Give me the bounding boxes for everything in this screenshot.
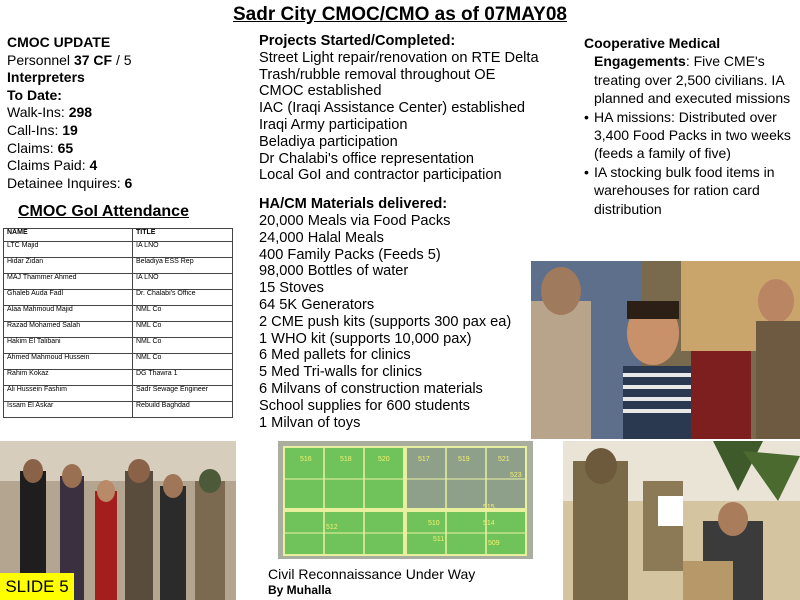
table-header-row [4, 229, 233, 242]
stat-label: Claims: [7, 139, 54, 156]
cell-title: IA LNO [133, 242, 233, 258]
stat-row [7, 175, 247, 193]
material-item: 400 Family Packs (Feeds 5) [259, 246, 441, 263]
map-sector-label: 511 [433, 536, 445, 543]
cell-title: NML Co [133, 322, 233, 338]
cell-name: Ali Hussein Fashim [4, 386, 133, 402]
stat-value: 6 [124, 174, 133, 191]
cooperative-bullets [584, 108, 794, 218]
material-item: 1 WHO kit (supports 10,000 pax) [259, 330, 472, 347]
map-sector-label: 509 [488, 540, 500, 547]
cooperative-panel [584, 34, 794, 218]
map-sector-label: 521 [498, 456, 510, 463]
material-item: 1 Milvan of toys [259, 414, 361, 431]
project-item: Trash/rubble removal throughout OE [259, 66, 496, 83]
stat-label: Walk-Ins: [7, 104, 65, 121]
cell-name: LTC Majid [4, 242, 133, 258]
cell-name: Ghaleb Auda Fadl [4, 290, 133, 306]
cell-title: DG Thawra 1 [133, 370, 233, 386]
project-item: CMOC established [259, 83, 382, 100]
projects-panel [259, 33, 549, 431]
map-caption-by: By Muhalla [268, 583, 332, 597]
table-row [4, 290, 233, 306]
project-item: Street Light repair/renovation on RTE Delta [259, 49, 539, 66]
map-caption: Civil Reconnaissance Under Way [268, 566, 476, 582]
stat-value: 298 [68, 104, 93, 121]
map-muhalla-grid [278, 441, 533, 559]
slide-number-badge: SLIDE 5 [0, 573, 74, 600]
project-item: Dr Chalabi's office representation [259, 150, 475, 167]
material-item: School supplies for 600 students [259, 397, 470, 414]
materials-heading: HA/CM Materials delivered: [259, 196, 448, 213]
map-sector-label: 519 [458, 456, 470, 463]
stat-label: Claims Paid: [7, 157, 86, 174]
to-date-label: To Date: [7, 86, 62, 103]
cmoc-update-panel [7, 34, 247, 192]
material-item: 98,000 Bottles of water [259, 263, 409, 280]
table-row [4, 386, 233, 402]
map-sector-label: 516 [300, 456, 312, 463]
material-item: 6 Med pallets for clinics [259, 347, 411, 364]
photo-boy-clinic [531, 261, 800, 439]
cell-title: Dr. Chalabi's Office [133, 290, 233, 306]
stat-row [7, 157, 247, 175]
cell-title: Sadr Sewage Engineer [133, 386, 233, 402]
cell-title: Rebuild Baghdad [133, 402, 233, 418]
material-item: 6 Milvans of construction materials [259, 380, 483, 397]
project-item: Iraqi Army participation [259, 116, 408, 133]
cooperative-intro: Engagements: Five CME's treating over 2,500 civilians. IA planned and executed missions [594, 53, 791, 107]
project-item: Local GoI and contractor participation [259, 167, 502, 184]
cooperative-heading: Cooperative Medical [584, 35, 721, 51]
cell-name: Razad Mohamed Salah [4, 322, 133, 338]
material-item: 24,000 Halal Meals [259, 229, 384, 246]
cell-name: MAJ Thammer Ahmed [4, 274, 133, 290]
photo-distribution [563, 441, 800, 600]
stat-value: 65 [57, 139, 74, 156]
cell-title: NML Co [133, 306, 233, 322]
material-item: 5 Med Tri-walls for clinics [259, 364, 422, 381]
table-row [4, 354, 233, 370]
materials-list [259, 213, 549, 431]
map-sector-label: 512 [326, 524, 338, 531]
cooperative-bullet: • IA stocking bulk food items in warehouses for ration card distribution [584, 163, 794, 218]
stat-label: Detainee Inquires: [7, 174, 121, 191]
stat-label: Call-Ins: [7, 121, 59, 138]
column-header-name: NAME [4, 229, 133, 242]
stat-row [7, 104, 247, 122]
project-item: Beladiya participation [259, 133, 398, 150]
stat-value: 4 [89, 157, 98, 174]
table-row [4, 258, 233, 274]
map-sector-label: 514 [483, 520, 495, 527]
attendance-title: CMOC GoI Attendance [18, 203, 189, 220]
personnel-line: Personnel 37 CF / 5 [7, 51, 132, 68]
map-sector-label: 517 [418, 456, 430, 463]
cell-name: Hakim El Talibani [4, 338, 133, 354]
cell-name: Issam El Askar [4, 402, 133, 418]
material-item: 64 5K Generators [259, 296, 375, 313]
column-header-title: TITLE [133, 229, 233, 242]
attendance-table [3, 228, 233, 418]
stat-row [7, 140, 247, 158]
table-row [4, 338, 233, 354]
map-sector-label: 520 [378, 456, 390, 463]
project-item: IAC (Iraqi Assistance Center) established [259, 100, 526, 117]
map-grid-art [278, 441, 533, 559]
cooperative-bullet: • HA missions: Distributed over 3,400 Food Packs in two weeks (feeds a family of five) [584, 108, 794, 163]
material-item: 20,000 Meals via Food Packs [259, 212, 451, 229]
map-sector-label: 510 [428, 520, 440, 527]
map-sector-label: 518 [340, 456, 352, 463]
table-row [4, 274, 233, 290]
material-item: 2 CME push kits (supports 300 pax ea) [259, 313, 512, 330]
cell-title: NML Co [133, 354, 233, 370]
projects-heading: Projects Started/Completed: [259, 33, 456, 49]
map-sector-label: 523 [510, 472, 522, 479]
cell-title: NML Co [133, 338, 233, 354]
cell-title: IA LNO [133, 274, 233, 290]
cell-title: Beladiya ESS Rep [133, 258, 233, 274]
stat-value: 19 [62, 121, 78, 138]
cell-name: Hidar Zidan [4, 258, 133, 274]
cmoc-update-heading: CMOC UPDATE [7, 34, 111, 50]
photo-distribution-art [563, 441, 800, 600]
cell-name: Ahmed Mahmoud Hussein [4, 354, 133, 370]
projects-list [259, 50, 549, 184]
interpreters-label: Interpreters [7, 69, 85, 86]
photo-boy-clinic-art [531, 261, 800, 439]
material-item: 15 Stoves [259, 280, 324, 297]
map-sector-label: 515 [483, 504, 495, 511]
table-row [4, 370, 233, 386]
slide-title: Sadr City CMOC/CMO as of 07MAY08 [233, 4, 567, 25]
stat-row [7, 122, 247, 140]
cell-name: Alaa Mahmoud Majid [4, 306, 133, 322]
cell-name: Rahim Kokaz [4, 370, 133, 386]
stats-list [7, 104, 247, 192]
table-row [4, 402, 233, 418]
table-row [4, 242, 233, 258]
table-row [4, 306, 233, 322]
table-row [4, 322, 233, 338]
